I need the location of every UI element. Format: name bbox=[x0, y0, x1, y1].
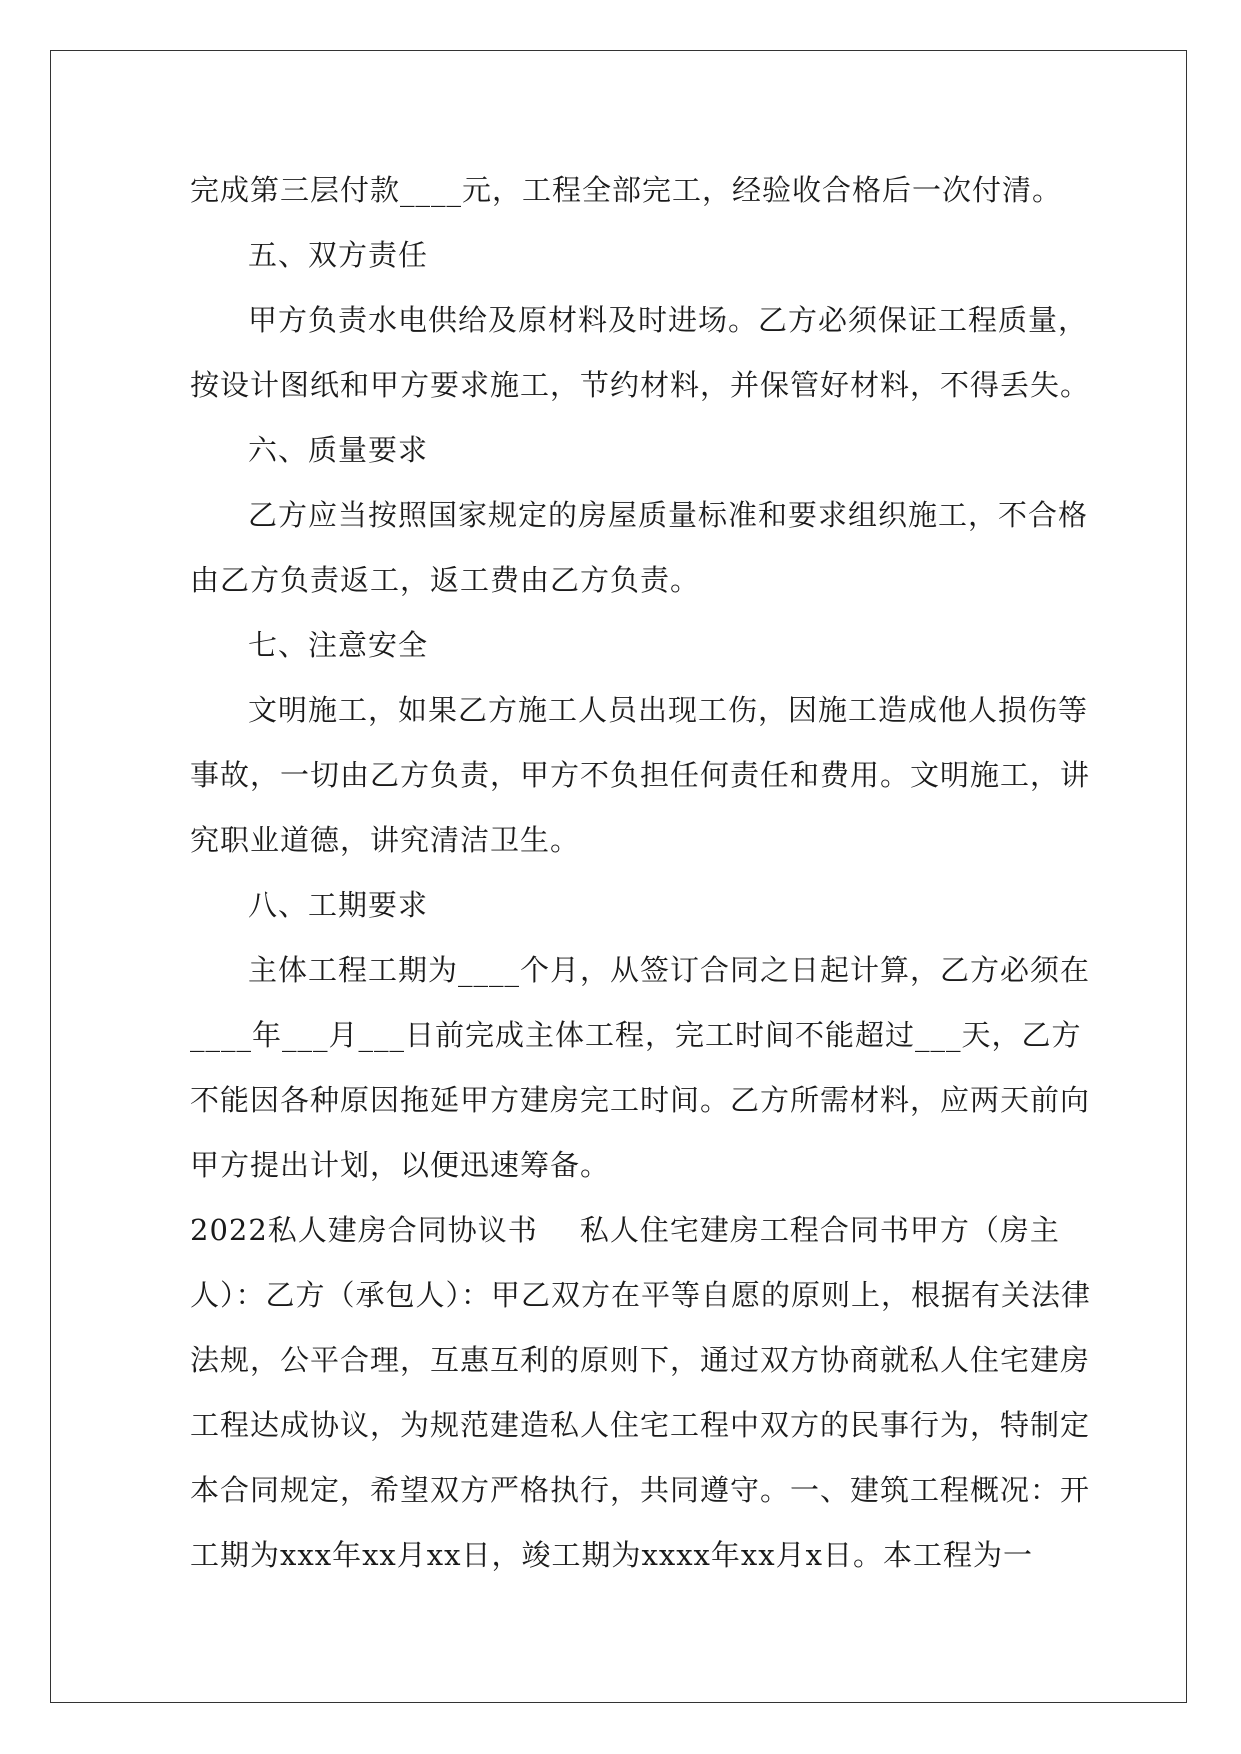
paragraph-line: 甲方负责水电供给及原材料及时进场。乙方必须保证工程质量， bbox=[248, 303, 1089, 337]
paragraph-line: 按设计图纸和甲方要求施工，节约材料，并保管好材料，不得丢失。 bbox=[190, 368, 1091, 402]
paragraph-line: 完成第三层付款____元，工程全部完工，经验收合格后一次付清。 bbox=[190, 173, 1063, 207]
paragraph-line: 工程达成协议，为规范建造私人住宅工程中双方的民事行为，特制定 bbox=[190, 1408, 1091, 1442]
paragraph-line: 工期为xxx年xx月xx日，竣工期为xxxx年xx月x日。本工程为一 bbox=[190, 1538, 1033, 1572]
paragraph-line: 文明施工，如果乙方施工人员出现工伤，因施工造成他人损伤等 bbox=[248, 693, 1089, 727]
document-title: 2022私人建房合同协议书 bbox=[190, 1213, 538, 1247]
paragraph-line: 人）：乙方（承包人）：甲乙双方在平等自愿的原则上，根据有关法律 bbox=[190, 1278, 1092, 1312]
paragraph-line: 主体工程工期为____个月，从签订合同之日起计算，乙方必须在 bbox=[248, 953, 1091, 987]
paragraph-line: 法规，公平合理，互惠互利的原则下，通过双方协商就私人住宅建房 bbox=[190, 1343, 1091, 1377]
paragraph-line: 本合同规定，希望双方严格执行，共同遵守。一、建筑工程概况：开 bbox=[190, 1473, 1091, 1507]
section-heading: 五、双方责任 bbox=[248, 238, 429, 272]
section-heading: 八、工期要求 bbox=[248, 888, 429, 922]
paragraph-line: 究职业道德，讲究清洁卫生。 bbox=[190, 823, 581, 857]
section-heading: 六、质量要求 bbox=[248, 433, 429, 467]
document-body bbox=[190, 158, 1092, 1588]
paragraph-line: ____年___月___日前完成主体工程，完工时间不能超过___天，乙方 bbox=[190, 1018, 1082, 1052]
paragraph-line-text: 私人住宅建房工程合同书甲方（房主 bbox=[579, 1213, 1060, 1247]
section-heading: 七、注意安全 bbox=[248, 628, 429, 662]
paragraph-line: 不能因各种原因拖延甲方建房完工时间。乙方所需材料，应两天前向 bbox=[190, 1083, 1091, 1117]
paragraph-line: 乙方应当按照国家规定的房屋质量标准和要求组织施工，不合格 bbox=[248, 498, 1089, 532]
paragraph-line: 由乙方负责返工，返工费由乙方负责。 bbox=[190, 563, 701, 597]
paragraph-line: 事故，一切由乙方负责，甲方不负担任何责任和费用。文明施工，讲 bbox=[190, 758, 1091, 792]
title-line bbox=[190, 1198, 1070, 1263]
paragraph-line: 甲方提出计划，以便迅速筹备。 bbox=[190, 1148, 611, 1182]
